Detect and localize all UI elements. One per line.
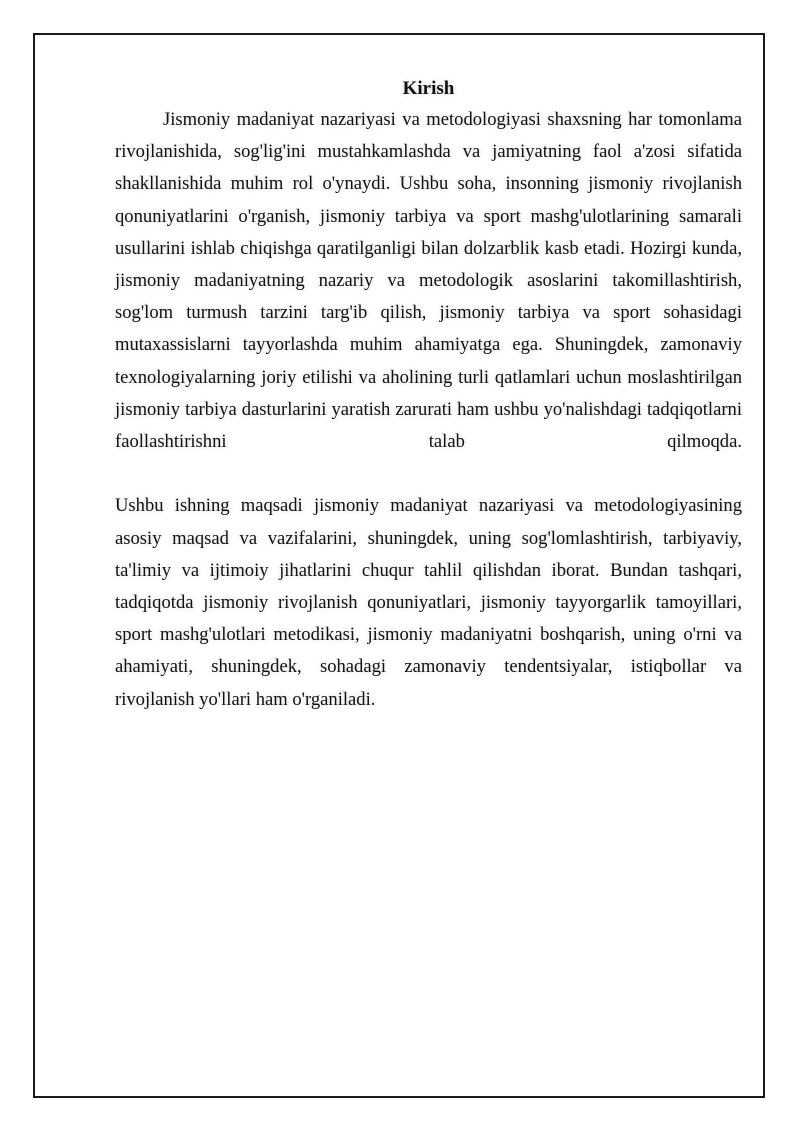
paragraph-1: Jismoniy madaniyat nazariyasi va metodologiyasi shaxsning har tomonlama rivojlanishida, sog'lig'ini mustahkamlashda va jamiyatning faol a'zosi sifatida shakllanishida muhim rol o'ynaydi. Ushbu soha, insonning jismoniy rivojlanish qonuniyatlarini o'rganish, jismoniy tarbiya va sport mashg'ulotlarining samarali usullarini ishlab chiqishga qaratilganligi bilan dolzarblik kasb etadi. Hozirgi kunda, jismoniy madaniyatning nazariy va metodologik asoslarini takomillashtirish, sog'lom turmush tarzini targ'ib qilish, jismoniy tarbiya va sport sohasidagi mutaxassislarni tayyorlashda muhim ahamiyatga ega. Shuningdek, zamonaviy texnologiyalarning joriy etilishi va aholining turli qatlamlari uchun moslashtirilgan jismoniy tarbiya dasturlarini yaratish zarurati ham ushbu yo'nalishdagi tadqiqotlarni faollashtirishni talab qilmoqda. [115, 109, 742, 453]
document-title: Kirish [402, 78, 455, 99]
paragraph-spacer [115, 458, 742, 490]
paragraph-2: Ushbu ishning maqsadi jismoniy madaniyat nazariyasi va metodologiyasining asosiy maqsad va vazifalarini, shuningdek, uning sog'lomlashtirish, tarbiyaviy, ta'limiy va ijtimoiy jihatlarini chuqur tahlil qilishdan iborat. Bundan tashqari, tadqiqotda jismoniy rivojlanish qonuniyatlari, jismoniy tayyorgarlik tamoyillari, sport mashg'ulotlari metodikasi, jismoniy madaniyatni boshqarish, uning o'rni va ahamiyati, shuningdek, sohadagi zamonaviy tendentsiyalar, istiqbollar va rivojlanish yo'llari ham o'rganiladi. [115, 495, 742, 710]
document-body [115, 74, 742, 716]
